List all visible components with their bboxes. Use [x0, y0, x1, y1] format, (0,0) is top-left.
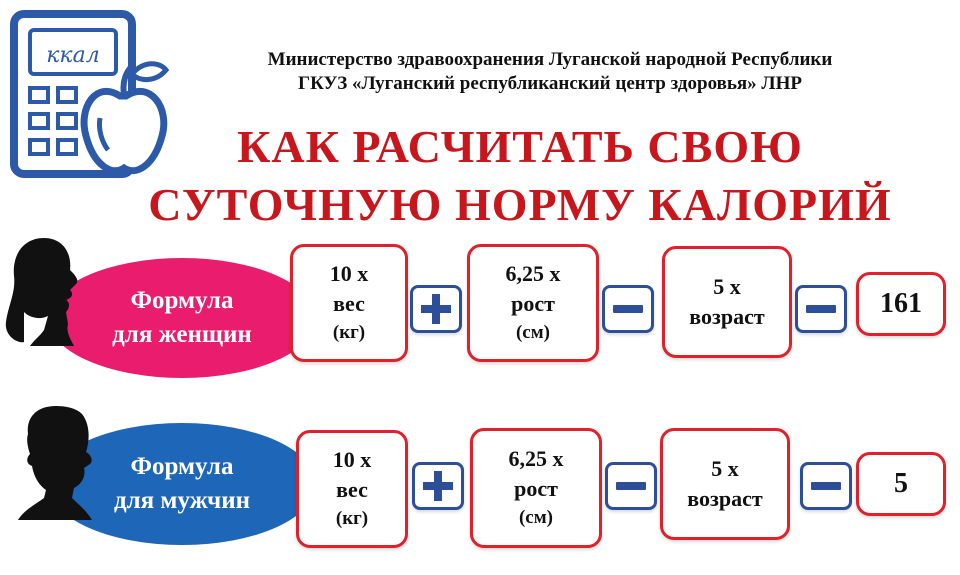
minus-icon — [613, 305, 643, 313]
men-weight-unit: (кг) — [335, 508, 369, 529]
women-minus-operator-2 — [795, 285, 847, 333]
women-height-coef: 6,25 х — [505, 261, 561, 286]
men-age-box — [660, 428, 790, 540]
men-age-coef: 5 х — [711, 456, 739, 481]
women-label-line-1: Формула — [130, 287, 234, 314]
men-label-line-2: для мужчин — [113, 487, 251, 514]
women-weight-label: вес — [333, 291, 365, 316]
men-constant-box — [856, 452, 946, 516]
men-weight-coef: 10 х — [332, 447, 372, 472]
minus-icon — [811, 482, 841, 490]
men-age-label: возраст — [687, 486, 763, 511]
plus-icon — [423, 471, 453, 501]
men-minus-operator-2 — [800, 462, 852, 510]
women-plus-operator — [410, 285, 462, 333]
org-line-1: Министерство здравоохранения Луганской народной Республики — [267, 49, 833, 70]
minus-icon — [616, 482, 646, 490]
men-height-unit: (см) — [518, 507, 554, 528]
org-line-2: ГКУЗ «Луганский республиканский центр здоровья» ЛНР — [298, 73, 802, 94]
men-constant: 5 — [894, 468, 908, 499]
plus-icon — [421, 294, 451, 324]
women-weight-unit: (кг) — [332, 322, 366, 343]
men-height-coef: 6,25 х — [508, 446, 564, 471]
women-height-unit: (см) — [515, 322, 551, 343]
women-weight-box — [290, 244, 408, 362]
title-line-1: КАК РАСЧИТАТЬ СВОЮ — [237, 121, 803, 172]
women-height-label: рост — [511, 291, 555, 316]
women-constant: 161 — [880, 288, 922, 319]
men-label-line-1: Формула — [130, 453, 234, 480]
women-age-box — [662, 246, 792, 358]
men-height-box — [470, 428, 602, 548]
men-weight-label: вес — [336, 477, 368, 502]
women-minus-operator-1 — [602, 285, 654, 333]
men-minus-operator-1 — [605, 462, 657, 510]
men-height-label: рост — [514, 476, 558, 501]
minus-icon — [806, 305, 836, 313]
women-height-box — [467, 244, 599, 362]
logo-text: ккал — [46, 43, 100, 68]
man-silhouette-icon — [12, 402, 104, 522]
woman-silhouette-icon — [4, 232, 96, 347]
men-weight-box — [296, 430, 408, 548]
title-line-2: СУТОЧНУЮ НОРМУ КАЛОРИЙ — [148, 179, 892, 230]
women-age-coef: 5 х — [713, 274, 741, 299]
women-weight-coef: 10 х — [329, 261, 369, 286]
men-plus-operator — [412, 462, 464, 510]
women-constant-box — [856, 272, 946, 336]
page-title — [100, 118, 940, 234]
women-age-label: возраст — [689, 304, 765, 329]
women-label-line-2: для женщин — [112, 321, 252, 348]
